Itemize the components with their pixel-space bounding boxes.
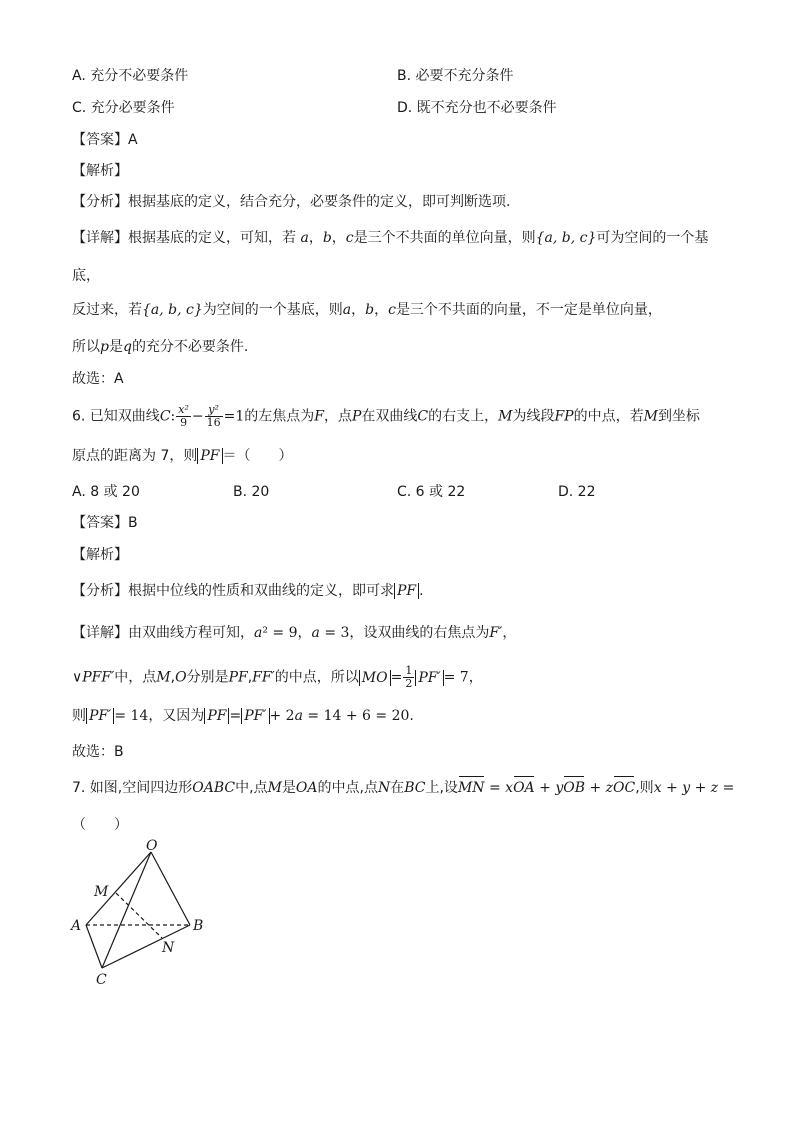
q7-stem-line1: 7. 如图,空间四边形OABC中,点M是OA的中点,点N在BC上,设MN = xOA + yOB + zOC,则x + y + z = xyxy=(72,780,735,796)
math-fraction: $\frac{\text{x²}}{9}$ xyxy=(178,403,189,429)
fenxi-tag: 【分析】 xyxy=(72,194,128,210)
xiangjie-tag: 【详解】 xyxy=(72,625,128,641)
text: 由双曲线方程可知， xyxy=(128,625,254,641)
text: ,则 xyxy=(635,780,654,796)
text: 的充分不必要条件. xyxy=(131,339,249,355)
q6-option-a: A. 8 或 20 xyxy=(72,484,140,500)
text: 的中点，所以 xyxy=(274,669,359,686)
q7-stem-line2: （ ） xyxy=(72,817,128,833)
q5-guxuan: 故选：A xyxy=(72,371,124,387)
answer-value: A xyxy=(128,132,138,148)
q5-option-c: C. 充分必要条件 xyxy=(72,100,175,116)
math: {a, b, c} xyxy=(142,302,203,318)
q6-option-c: C. 6 或 22 xyxy=(397,484,466,500)
tetrahedron-figure xyxy=(66,838,216,988)
math: a xyxy=(300,230,309,246)
label-a: A xyxy=(71,918,82,934)
q6-option-d: D. 22 xyxy=(558,484,596,500)
edge-ac xyxy=(86,925,102,968)
math: {a, b, c} xyxy=(535,230,597,246)
text: 在 xyxy=(390,780,405,796)
edge-cb xyxy=(102,925,190,968)
q6-fenxi: 【分析】根据中位线的性质和双曲线的定义，即可求 PF . xyxy=(72,583,424,599)
text: 的中点，若 xyxy=(573,408,644,425)
text: 是三个不共面的单位向量，则 xyxy=(353,230,536,246)
label-o: O xyxy=(146,838,158,854)
text: 7. 如图,空间四边形 xyxy=(72,780,193,796)
label-c: C xyxy=(96,972,107,988)
fenxi-text: 根据基底的定义，结合充分，必要条件的定义，即可判断选项. xyxy=(128,194,511,210)
math: c xyxy=(388,302,396,318)
answer-value: B xyxy=(128,515,138,531)
edge-oc xyxy=(102,852,151,968)
math: p xyxy=(100,339,109,355)
answer-tag: 【答案】 xyxy=(72,515,128,531)
q5-xiangjie-line4 xyxy=(72,337,248,357)
q6-xiangjie-line2: ∨PFF′中，点M,O分别是PF,FF′的中点，所以 MO = $\frac{1}{2}$ PF′ = 7， xyxy=(72,664,483,690)
text: 上,设 xyxy=(425,780,458,796)
text: 是 xyxy=(281,780,296,796)
fenxi-tag: 【分析】 xyxy=(72,583,128,599)
text: 到坐标 xyxy=(657,408,700,425)
label-n: N xyxy=(162,940,175,956)
q5-option-d: D. 既不充分也不必要条件 xyxy=(397,100,557,116)
math: q xyxy=(122,339,132,355)
q6-stem-line2: 原点的距离为 7，则 PF ＝（ ） xyxy=(72,448,293,464)
text: 根据基底的定义，可知，若 xyxy=(128,230,296,246)
text: ，又因为 xyxy=(148,708,205,724)
text: 所以 xyxy=(72,339,100,355)
text: 的右支上， xyxy=(428,408,499,425)
text: 原点的距离为 7，则 xyxy=(72,448,198,464)
q5-option-a: A. 充分不必要条件 xyxy=(72,68,189,84)
q6-option-b: B. 20 xyxy=(233,484,270,500)
math: b xyxy=(365,302,375,318)
text: 是 xyxy=(108,339,123,355)
math: b xyxy=(322,230,332,246)
q6-jiexi: 【解析】 xyxy=(72,547,128,563)
q5-xiangjie-line1: 【详解】根据基底的定义，可知，若 a，b，c是三个不共面的单位向量，则{a, b, c}可为空间的一个基 xyxy=(72,230,709,246)
text: 6. 已知双曲线 xyxy=(72,408,160,425)
text: 中，点 xyxy=(114,669,157,686)
q5-xiangjie-line2: 底， xyxy=(72,268,100,284)
math: C xyxy=(159,408,171,425)
text: ，点 xyxy=(323,408,352,425)
text: 的左焦点为 xyxy=(244,408,315,425)
text: 可为空间的一个基 xyxy=(596,230,709,246)
q6-xiangjie-line1: 【详解】由双曲线方程可知，a² = 9，a = 3，设双曲线的右焦点为F′， xyxy=(72,625,517,641)
text: 则 xyxy=(72,708,86,724)
math: a xyxy=(342,302,352,318)
q6-guxuan: 故选：B xyxy=(72,744,124,760)
text: 中,点 xyxy=(235,780,268,796)
text: 的中点,点 xyxy=(317,780,378,796)
math-fraction: $\frac{1}{2}$ xyxy=(405,664,413,690)
q5-jiexi: 【解析】 xyxy=(72,163,128,179)
text: 反过来，若 xyxy=(72,302,142,318)
text: 分别是 xyxy=(186,669,229,686)
math: c xyxy=(345,230,354,246)
text: 在双曲线 xyxy=(361,408,418,425)
q5-xiangjie-line3: 反过来，若{a, b, c}为空间的一个基底，则a，b，c是三个不共面的向量，不一定是单位向量， xyxy=(72,302,662,318)
text: ＝（ ） xyxy=(222,448,293,464)
q6-xiangjie-line3: 则 PF′ = 14，又因为 PF = PF′ + 2a = 14 + 6 = 20. xyxy=(72,708,414,724)
q6-stem-line1: 6. 已知双曲线C: $\frac{\text{x²}}{9}$ − $\frac{\text{y²}}{16}$ =1的左焦点为F，点P在双曲线C的右支上，M为线段FP的中点，若M到坐标 xyxy=(72,403,700,429)
edge-ob xyxy=(151,852,190,925)
text: 为空间的一个基底，则 xyxy=(202,302,343,318)
xiangjie-tag: 【详解】 xyxy=(72,230,128,246)
label-m: M xyxy=(94,884,109,900)
label-b: B xyxy=(193,918,204,934)
q5-option-b: B. 必要不充分条件 xyxy=(397,68,514,84)
fenxi-text: 根据中位线的性质和双曲线的定义，即可求 xyxy=(128,583,394,599)
segment-mn-hidden xyxy=(116,893,162,938)
text: ，设双曲线的右焦点为 xyxy=(349,625,490,641)
q6-answer xyxy=(72,513,138,533)
text: 为线段 xyxy=(512,408,555,425)
answer-tag: 【答案】 xyxy=(72,132,128,148)
q5-answer xyxy=(72,130,138,150)
math-fraction: $\frac{\text{y²}}{16}$ xyxy=(206,403,221,429)
text: 是三个不共面的向量，不一定是单位向量， xyxy=(395,302,662,318)
q5-fenxi xyxy=(72,192,510,212)
